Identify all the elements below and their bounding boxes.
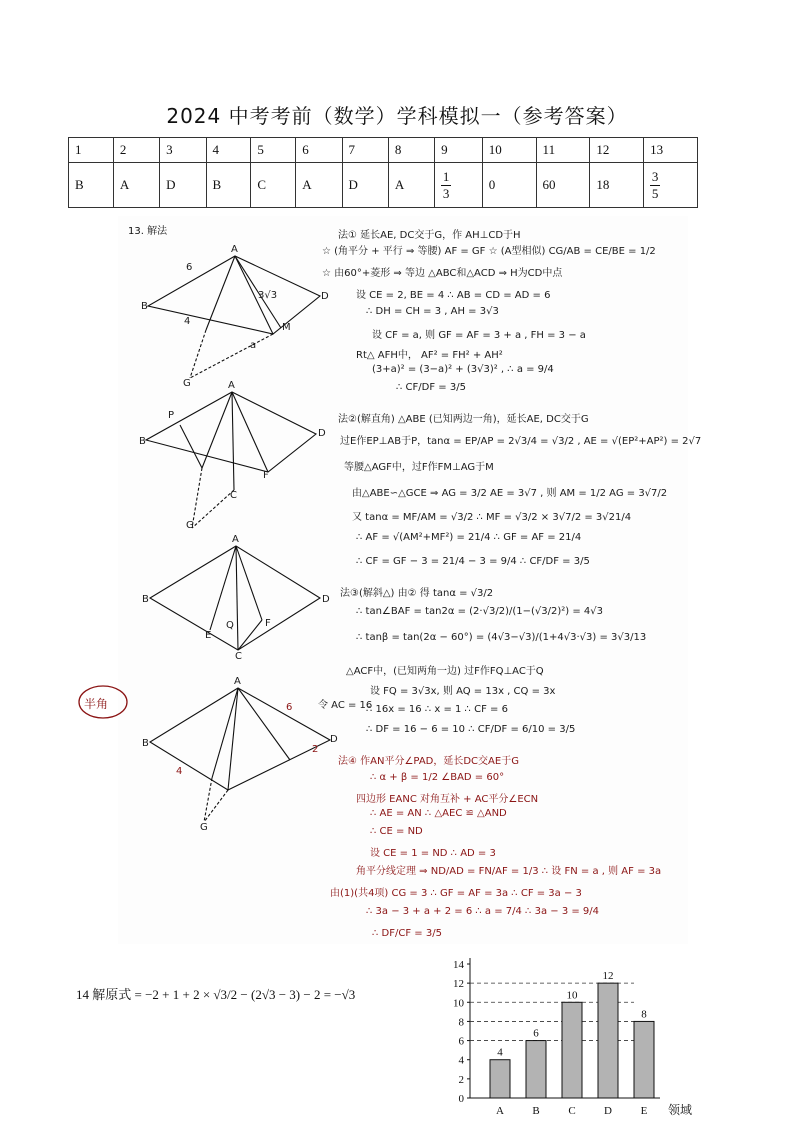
hw-line: 又 tanα = MF/AM = √3/2 ∴ MF = √3/2 × 3√7/2 = 3√21/4 <box>352 512 632 523</box>
denominator: 3 <box>442 185 450 201</box>
answer-value: B <box>69 163 114 208</box>
hw-line: ∴ AE = AN ∴ △AEC ≌ △AND <box>370 808 507 819</box>
hw-line: ∴ CE = ND <box>370 826 423 837</box>
question-number: 7 <box>342 138 388 163</box>
hw-line: ☆ (角平分 + 平行 ⇒ 等腰) AF = GF ☆ (A型相似) CG/AB = CE/BE = 1/2 <box>322 246 656 257</box>
label-A: A <box>228 380 235 391</box>
x-tick-label: B <box>532 1105 540 1117</box>
y-tick-label: 14 <box>453 959 464 971</box>
answer-value: 18 <box>590 163 644 208</box>
denominator: 5 <box>651 185 659 201</box>
hw-line: 设 CE = 1 = ND ∴ AD = 3 <box>370 848 496 859</box>
hw-line: 设 CF = a, 则 GF = AF = 3 + a , FH = 3 − a <box>372 330 586 341</box>
hw-line: 法③(解斜△) 由② 得 tanα = √3/2 <box>340 588 494 599</box>
label-A: A <box>234 676 241 687</box>
question-number: 13 <box>644 138 698 163</box>
hw-line: 令 AC = 16 <box>318 700 373 711</box>
label-6: 6 <box>186 262 193 273</box>
label-A: A <box>232 534 239 545</box>
y-tick-label: 2 <box>458 1073 464 1086</box>
question-number: 5 <box>251 138 296 163</box>
hw-line: 过E作EP⊥AB于P，tanα = EP/AP = 2√3/4 = √3/2 , AE = √(EP²+AP²) = 2√7 <box>340 436 702 447</box>
q13-label: 13. 解法 <box>128 226 168 237</box>
hw-line: 角平分线定理 ⇒ ND/AD = FN/AF = 1/3 ∴ 设 FN = a , 则 AF = 3a <box>356 866 662 877</box>
x-tick-label: D <box>604 1105 612 1117</box>
hw-line: (3+a)² = (3−a)² + (3√3)² , ∴ a = 9/4 <box>372 364 554 375</box>
page-title: 2024 中考考前（数学）学科模拟一（参考答案） <box>166 104 628 128</box>
label-E: E <box>205 630 212 641</box>
hw-line: ∴ DH = CH = 3 , AH = 3√3 <box>366 306 499 317</box>
hw-line: ☆ 由60°+菱形 ⇒ 等边 △ABC和△ACD ⇒ H为CD中点 <box>322 268 563 279</box>
hw-line: 法④ 作AN平分∠PAD，延长DC交AE于G <box>338 756 519 767</box>
bar <box>526 1041 546 1098</box>
question-number: 10 <box>482 138 536 163</box>
hw-line: ∴ 3a − 3 + a + 2 = 6 ∴ a = 7/4 ∴ 3a − 3 = 9/4 <box>366 906 600 917</box>
bar-value-label: 4 <box>497 1046 503 1059</box>
hw-line: 等腰△AGF中，过F作FM⊥AG于M <box>344 462 494 473</box>
question-number: 11 <box>536 138 590 163</box>
label-B: B <box>142 594 149 605</box>
question-number: 6 <box>296 138 342 163</box>
label-B: B <box>139 436 146 447</box>
numerator: 1 <box>442 168 450 184</box>
answer-value: A <box>296 163 342 208</box>
hw-line: 由(1)(共4项) CG = 3 ∴ GF = AF = 3a ∴ CF = 3a − 3 <box>330 888 582 899</box>
bar-value-label: 8 <box>641 1008 647 1021</box>
x-tick-label: C <box>568 1105 576 1117</box>
y-tick-label: 0 <box>458 1093 464 1105</box>
y-tick-label: 10 <box>453 997 464 1010</box>
hw-line: ∴ tan∠BAF = tan2α = (2·√3/2)/(1−(√3/2)²) = 4√3 <box>356 606 603 617</box>
half-angle-note: 半角 <box>84 697 109 711</box>
label-Q: Q <box>226 620 234 631</box>
hw-line: ∴ DF = 16 − 6 = 10 ∴ CF/DF = 6/10 = 3/5 <box>366 724 576 735</box>
y-tick-label: 12 <box>453 978 464 991</box>
y-tick-label: 4 <box>458 1054 464 1067</box>
answer-value: C <box>251 163 296 208</box>
label-2: 2 <box>312 744 319 755</box>
bar-value-label: 12 <box>602 970 614 983</box>
hw-line: 设 CE = 2, BE = 4 ∴ AB = CD = AD = 6 <box>356 290 551 301</box>
hw-line: ∴ DF/CF = 3/5 <box>372 928 442 939</box>
numerator: 3 <box>651 168 659 184</box>
answer-value: A <box>388 163 434 208</box>
bar-value-label: 10 <box>566 989 578 1002</box>
question-number: 8 <box>388 138 434 163</box>
label-D: D <box>318 428 326 439</box>
hw-line: ∴ 16x = 16 ∴ x = 1 ∴ CF = 6 <box>366 704 508 715</box>
question-number: 2 <box>113 138 159 163</box>
label-4: 4 <box>184 316 191 327</box>
hw-line: ∴ AF = √(AM²+MF²) = 21/4 ∴ GF = AF = 21/4 <box>356 532 582 543</box>
label-D: D <box>322 594 330 605</box>
label-B: B <box>141 301 148 312</box>
hw-line: ∴ CF/DF = 3/5 <box>396 382 466 393</box>
hw-line: ∴ CF = GF − 3 = 21/4 − 3 = 9/4 ∴ CF/DF = 3/5 <box>356 556 590 567</box>
label-F: F <box>263 470 269 481</box>
hw-line: △ACF中，(已知两角一边) 过F作FQ⊥AC于Q <box>346 666 544 677</box>
label-P: P <box>168 410 175 421</box>
answer-value: 60 <box>536 163 590 208</box>
hw-line: Rt△ AFH中， AF² = FH² + AH² <box>356 350 503 361</box>
label-3root3: 3√3 <box>258 290 278 301</box>
label-a: a <box>250 340 257 351</box>
label-C: C <box>235 651 242 662</box>
y-tick-label: 6 <box>458 1035 464 1048</box>
answer-value: D <box>342 163 388 208</box>
question-number: 12 <box>590 138 644 163</box>
hw-line: 四边形 EANC 对角互补 + AC平分∠ECN <box>356 794 539 805</box>
label-6: 6 <box>286 702 293 713</box>
label-D: D <box>321 291 329 302</box>
bar <box>598 983 618 1098</box>
x-tick-label: E <box>640 1105 648 1117</box>
hw-line: 由△ABE∽△GCE ⇒ AG = 3/2 AE = 3√7 , 则 AM = 1/2 AG = 3√7/2 <box>352 488 668 499</box>
answer-value: A <box>113 163 159 208</box>
label-C: C <box>230 490 237 501</box>
hw-line: 法① 延长AE, DC交于G，作 AH⊥CD于H <box>338 230 521 241</box>
bar <box>490 1060 510 1098</box>
question-number: 1 <box>69 138 114 163</box>
label-B: B <box>142 738 149 749</box>
hw-line: 设 FQ = 3√3x, 则 AQ = 13x , CQ = 3x <box>370 686 556 697</box>
label-D: D <box>330 734 338 745</box>
y-tick-label: 8 <box>458 1016 464 1029</box>
answer-value: D <box>160 163 206 208</box>
hw-line: ∴ α + β = 1/2 ∠BAD = 60° <box>370 772 505 783</box>
label-G: G <box>186 520 194 531</box>
label-F: F <box>265 618 271 629</box>
q14-solution: 14 解原式 = −2 + 1 + 2 × √3/2 − (2√3 − 3) − 2 = −√3 <box>76 987 356 1002</box>
question-number: 4 <box>206 138 251 163</box>
question-number: 3 <box>160 138 206 163</box>
bar <box>562 1002 582 1098</box>
answer-value: 0 <box>482 163 536 208</box>
label-G: G <box>200 822 208 833</box>
question-number: 9 <box>435 138 483 163</box>
bar <box>634 1021 654 1098</box>
hw-line: ∴ tanβ = tan(2α − 60°) = (4√3−√3)/(1+4√3·√3) = 3√3/13 <box>356 632 647 643</box>
answer-value: B <box>206 163 251 208</box>
label-A: A <box>231 244 238 255</box>
label-M: M <box>282 322 291 333</box>
label-4: 4 <box>176 766 183 777</box>
hw-line: 法②(解直角) △ABE (已知两边一角)，延长AE, DC交于G <box>338 414 589 425</box>
x-axis-label: 领域 <box>668 1103 693 1117</box>
bar-value-label: 6 <box>533 1027 539 1040</box>
x-tick-label: A <box>496 1105 504 1117</box>
label-G: G <box>183 378 191 389</box>
